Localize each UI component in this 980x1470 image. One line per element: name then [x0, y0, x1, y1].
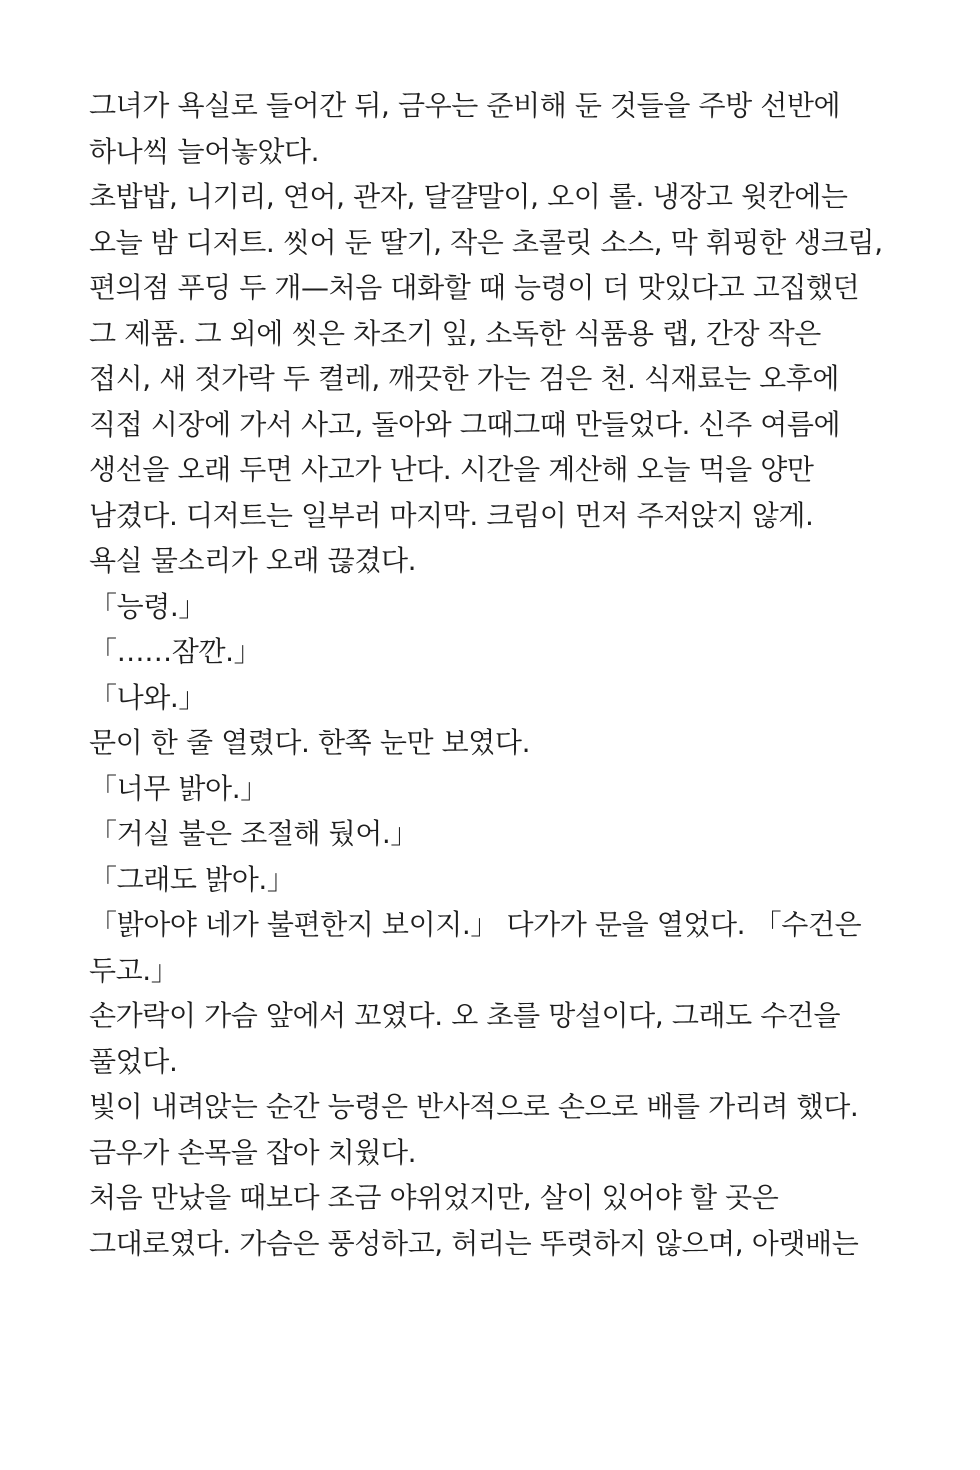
text-line: 생선을 오래 두면 사고가 난다. 시간을 계산해 오늘 먹을 양만	[89, 453, 814, 486]
dialogue-line: 두고.」	[89, 953, 179, 987]
text-body	[89, 83, 949, 1266]
text-line: 초밥밥, 니기리, 연어, 관자, 달걀말이, 오이 롤. 냉장고 윗칸에는	[89, 180, 848, 213]
dialogue-line: 「거실 불은 조절해 뒀어.」	[89, 817, 419, 850]
text-line: 금우가 손목을 잡아 치웠다.	[89, 1135, 417, 1169]
dialogue-line: 「그래도 밝아.」	[89, 862, 295, 896]
dialogue-line: 「……잠깐.」	[89, 635, 262, 668]
dialogue-line: 「너무 밝아.」	[89, 771, 268, 805]
text-line: 처음 만났을 때보다 조금 야위었지만, 살이 있어야 할 곳은	[89, 1181, 779, 1214]
text-line: 하나씩 늘어놓았다.	[89, 134, 320, 168]
text-line: 그녀가 욕실로 들어간 뒤, 금우는 준비해 둔 것들을 주방 선반에	[89, 89, 841, 122]
text-line: 풀었다.	[89, 1044, 178, 1078]
dialogue-line: 「나와.」	[89, 680, 206, 714]
text-line: 오늘 밤 디저트. 씻어 둔 딸기, 작은 초콜릿 소스, 막 휘핑한 생크림,	[89, 225, 883, 259]
text-line: 남겼다. 디저트는 일부러 마지막. 크림이 먼저 주저앉지 않게.	[89, 498, 814, 532]
text-line: 편의점 푸딩 두 개—처음 대화할 때 능령이 더 맛있다고 고집했던	[89, 271, 860, 304]
text-line: 접시, 새 젓가락 두 켤레, 깨끗한 가는 검은 천. 식재료는 오후에	[89, 362, 840, 395]
text-line: 그 제품. 그 외에 씻은 차조기 잎, 소독한 식품용 랩, 간장 작은	[89, 316, 821, 350]
text-line: 문이 한 줄 열렸다. 한쪽 눈만 보였다.	[89, 726, 531, 759]
dialogue-line: 「밝아야 네가 불편한지 보이지.」 다가가 문을 열었다. 「수건은	[89, 908, 862, 941]
text-line: 빛이 내려앉는 순간 능령은 반사적으로 손으로 배를 가리려 했다.	[89, 1090, 859, 1123]
text-line: 손가락이 가슴 앞에서 꼬였다. 오 초를 망설이다, 그래도 수건을	[89, 999, 841, 1032]
text-line: 욕실 물소리가 오래 끊겼다.	[89, 544, 417, 577]
text-line: 그대로였다. 가슴은 풍성하고, 허리는 뚜렷하지 않으며, 아랫배는	[89, 1226, 859, 1260]
dialogue-line: 「능령.」	[89, 589, 206, 623]
text-line: 직접 시장에 가서 사고, 돌아와 그때그때 만들었다. 신주 여름에	[89, 407, 841, 441]
